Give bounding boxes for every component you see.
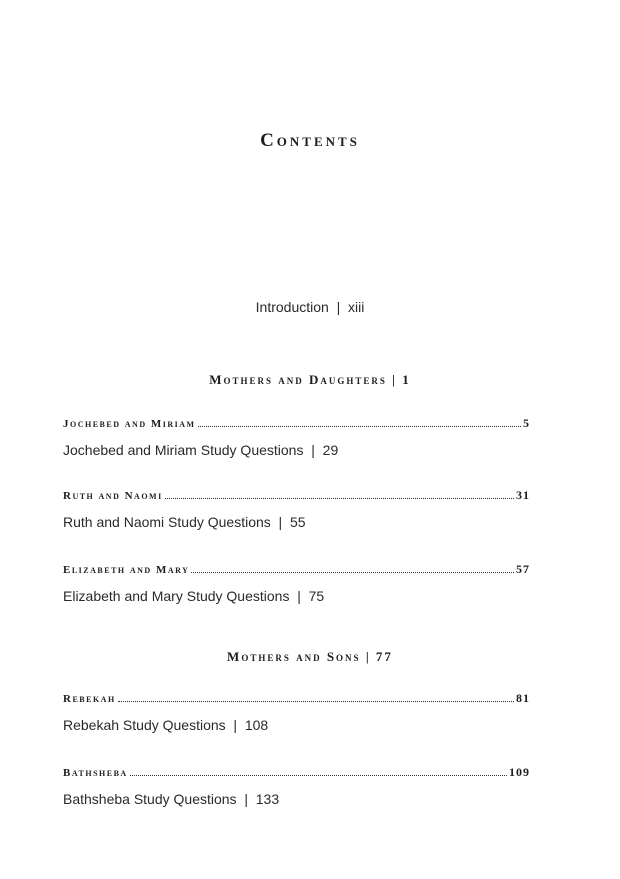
entry-bathsheba [63,765,530,780]
entry-title: Bathsheba [63,767,128,779]
entry-title: Rebekah [63,693,116,705]
section-heading-mothers-daughters: Mothers and Daughters | 1 [209,372,411,387]
dot-leader [130,774,507,776]
study-questions-rebekah: Rebekah Study Questions | 108 [63,717,269,733]
study-questions-elizabeth-mary: Elizabeth and Mary Study Questions | 75 [63,588,325,604]
introduction-entry: Introduction | xiii [255,299,365,315]
study-questions-bathsheba: Bathsheba Study Questions | 133 [63,791,280,807]
entry-rebekah [63,691,530,706]
entry-page: 5 [523,416,530,430]
entry-ruth-naomi [63,488,530,503]
entry-elizabeth-mary [63,562,530,577]
dot-leader [198,425,521,427]
page-title: Contents [260,130,360,151]
entry-title: Jochebed and Miriam [63,418,196,430]
dot-leader [165,497,514,499]
dot-leader [191,571,514,573]
section-heading-mothers-sons: Mothers and Sons | 77 [227,649,393,664]
dot-leader [118,700,514,702]
entry-page: 81 [516,691,530,705]
study-questions-ruth-naomi: Ruth and Naomi Study Questions | 55 [63,514,306,530]
entry-page: 109 [509,765,530,779]
study-questions-jochebed-miriam: Jochebed and Miriam Study Questions | 29 [63,442,339,458]
entry-page: 57 [516,562,530,576]
entry-jochebed-miriam [63,416,530,431]
entry-title: Elizabeth and Mary [63,564,190,576]
entry-page: 31 [516,488,530,502]
entry-title: Ruth and Naomi [63,490,163,502]
